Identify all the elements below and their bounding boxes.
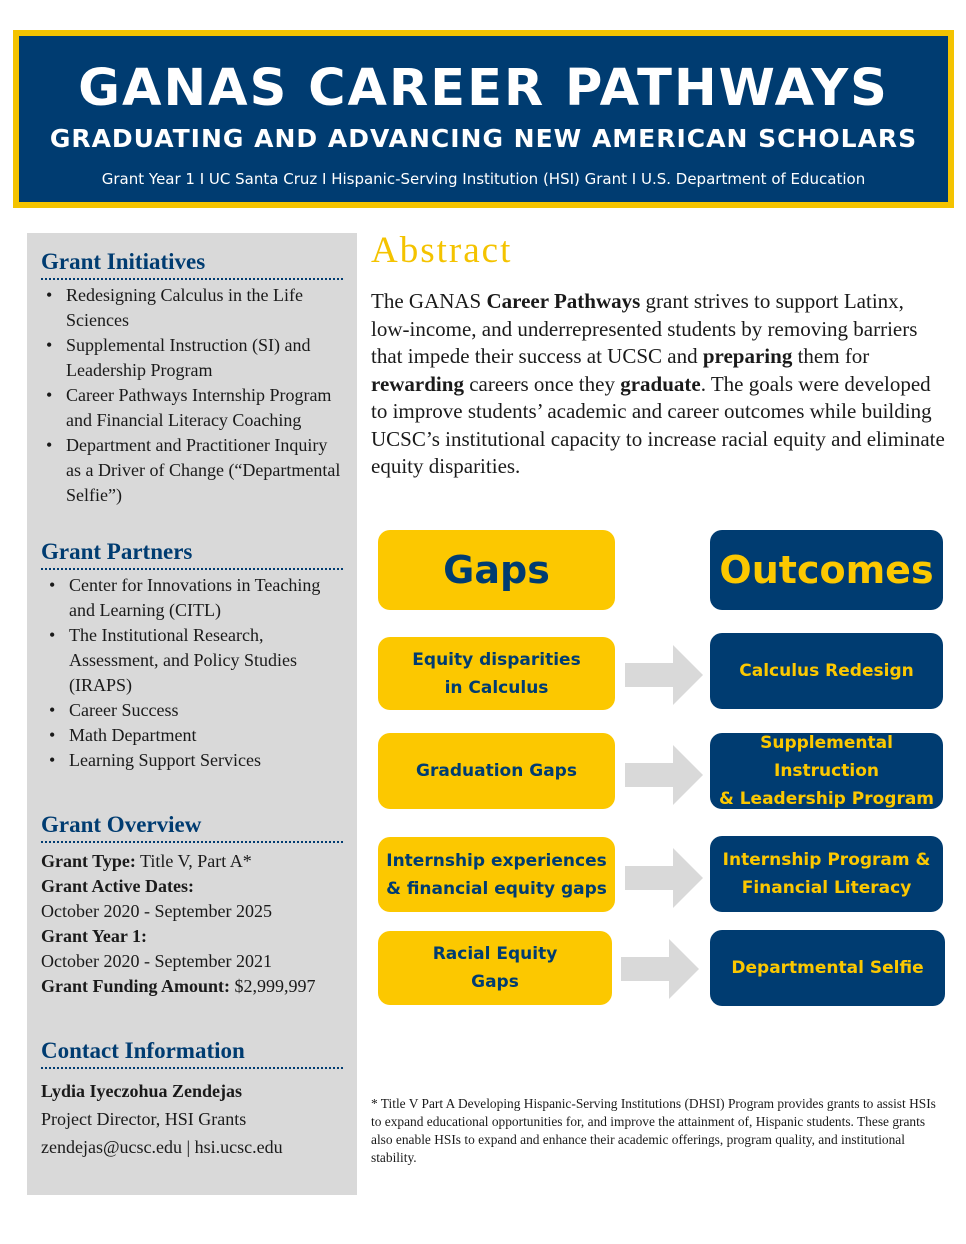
partners-list: [41, 573, 343, 773]
page-subtitle: GRADUATING AND ADVANCING NEW AMERICAN SCHOLARS: [49, 124, 918, 153]
grant-dates-label: Grant Active Dates:: [41, 876, 194, 896]
arrow-right-icon: [621, 939, 701, 999]
overview-heading: Grant Overview: [41, 811, 343, 843]
grant-dates-value: October 2020 - September 2025: [41, 901, 272, 921]
list-item: • Supplemental Instruction (SI) and Leadership Program: [41, 333, 343, 383]
contact-heading: Contact Information: [41, 1037, 343, 1069]
arrow-right-icon: [625, 645, 705, 705]
list-item: • Redesigning Calculus in the Life Sciences: [41, 283, 343, 333]
contact-email[interactable]: zendejas@ucsc.edu | hsi.ucsc.edu: [41, 1137, 283, 1157]
grant-year-value: October 2020 - September 2021: [41, 951, 272, 971]
outcome-box-internship: Internship Program & Financial Literacy: [710, 836, 943, 912]
outcome-box-si: Supplemental Instruction & Leadership Program: [710, 733, 943, 809]
grant-year-label: Grant Year 1:: [41, 926, 147, 946]
contact-section: [41, 1037, 343, 1161]
list-item: • Center for Innovations in Teaching and Learning (CITL): [44, 573, 343, 623]
partners-section: [41, 538, 343, 773]
overview-section: [41, 811, 343, 999]
gap-box-calculus: Equity disparities in Calculus: [378, 637, 615, 710]
outcomes-header: Outcomes: [710, 530, 943, 610]
list-item: • The Institutional Research, Assessment, and Policy Studies (IRAPS): [44, 623, 343, 698]
grant-type: [41, 849, 343, 874]
grant-funding-label: Grant Funding Amount:: [41, 976, 231, 996]
outcome-box-selfie: Departmental Selfie: [710, 930, 945, 1006]
gap-box-racial-equity: Racial Equity Gaps: [378, 931, 612, 1005]
footnote: * Title V Part A Developing Hispanic-Serving Institutions (DHSI) Program provides grants to assist HSIs to expand educational opportunities for, and improve the attainment of, Hispanic students. These grants also enable HSIs to expand and enhance their academic offerings, program quality, and institutional stability.: [371, 1096, 936, 1165]
initiatives-section: [41, 233, 343, 508]
page-title: GANAS CAREER PATHWAYS: [78, 59, 889, 118]
grant-funding-value: $2,999,997: [234, 976, 316, 996]
list-item: • Department and Practitioner Inquiry as a Driver of Change (“Departmental Selfie”): [41, 433, 343, 508]
contact-details: [41, 1077, 343, 1161]
arrow-right-icon: [625, 745, 705, 805]
gap-box-graduation: Graduation Gaps: [378, 733, 615, 809]
list-item: • Career Success: [44, 698, 343, 723]
list-item: • Math Department: [44, 723, 343, 748]
gap-box-internship: Internship experiences & financial equity gaps: [378, 837, 615, 912]
abstract-heading: Abstract: [371, 230, 513, 271]
list-item: • Career Pathways Internship Program and Financial Literacy Coaching: [41, 383, 343, 433]
gaps-header: Gaps: [378, 530, 615, 610]
contact-role: Project Director, HSI Grants: [41, 1109, 247, 1129]
sidebar: [27, 233, 357, 1195]
arrow-right-icon: [625, 848, 705, 908]
outcome-box-calculus: Calculus Redesign: [710, 633, 943, 709]
header-banner-inner: [19, 36, 948, 202]
abstract-text: The GANAS Career Pathways grant strives to support Latinx, low-income, and underrepresented students by removing barriers that impede their success at UCSC and preparing them for rewarding careers once they graduate. The goals were developed to improve students’ academic and career outcomes while building UCSC’s institutional capacity to increase racial equity and eliminate equity disparities.: [371, 289, 945, 478]
list-item: • Learning Support Services: [44, 748, 343, 773]
initiatives-heading: Grant Initiatives: [41, 248, 343, 280]
header-meta: Grant Year 1 I UC Santa Cruz I Hispanic-Serving Institution (HSI) Grant I U.S. Department of Education: [101, 170, 866, 188]
header-banner: [13, 30, 954, 208]
grant-type-label: Grant Type:: [41, 851, 136, 871]
grant-funding: [41, 974, 343, 999]
partners-heading: Grant Partners: [41, 538, 343, 570]
contact-name: Lydia Iyeczohua Zendejas: [41, 1081, 243, 1101]
overview-details: [41, 849, 343, 999]
initiatives-list: [41, 283, 343, 508]
grant-type-value: Title V, Part A*: [140, 851, 252, 871]
